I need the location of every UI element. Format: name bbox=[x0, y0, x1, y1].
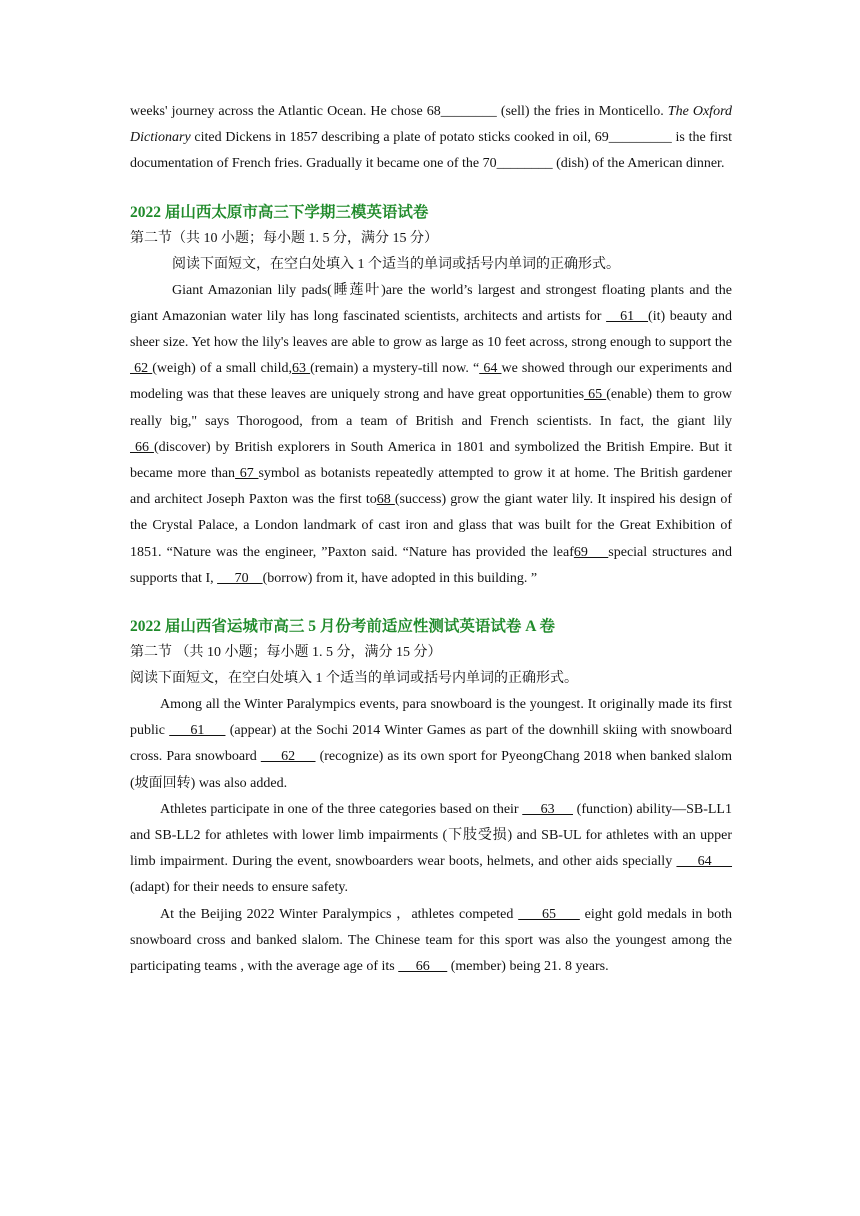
passage-continuation bbox=[130, 99, 732, 178]
text: (remain) a mystery-till now. “ bbox=[310, 361, 480, 377]
blank-62: 62 bbox=[130, 361, 153, 377]
blank-63: 63 bbox=[522, 801, 573, 817]
blank-67: 67 bbox=[235, 466, 259, 482]
text: (borrow) from it, have adopted in this building. ” bbox=[262, 570, 538, 586]
blank-70: ________ bbox=[496, 156, 553, 172]
blank-70: 70 bbox=[217, 570, 263, 586]
blank-61: 61 bbox=[606, 308, 649, 324]
blank-64: 64 bbox=[479, 361, 502, 377]
text: Among all the Winter Paralympics events, para snowboard is the youngest. It originally made its first public bbox=[130, 697, 732, 739]
blank-65: 65 bbox=[584, 387, 607, 403]
paragraph-para-snowboard-2 bbox=[130, 797, 732, 902]
section-info: 第二节（共 10 小题；每小题 1. 5 分，满分 15 分） bbox=[130, 230, 438, 246]
text: we showed through our experiments and modeling was that these leaves are uniquely strong and have great opportunities bbox=[130, 361, 733, 403]
text: cited Dickens in 1857 describing a plate of potato sticks cooked in oil, 69 bbox=[190, 130, 609, 146]
text: Athletes participate in one of the three categories based on their bbox=[160, 801, 523, 817]
text: (member) being 21. 8 years. bbox=[447, 959, 609, 975]
text: (discover) by British explorers in South America in 1801 and symbolized the British Empire. But it became more than bbox=[130, 439, 732, 482]
document-page bbox=[130, 99, 732, 980]
text: is the first documentation of French fries. Gradually it became one of the 70 bbox=[130, 130, 732, 172]
text: symbol as botanists repeatedly attempted to grow it at home. The British gardener and architect Joseph Paxton was the first to bbox=[130, 466, 732, 508]
section-title-yuncheng: 2022 届山西省运城市高三 5 月份考前适应性测试英语试卷 A 卷 bbox=[130, 618, 555, 636]
blank-66: 66 bbox=[130, 439, 154, 455]
blank-66: 66 bbox=[398, 959, 448, 975]
text: (enable) them to grow really big," says Thorogood, from a team of British and French scientists. In fact, the giant lily bbox=[130, 387, 732, 429]
paragraph-para-snowboard-3 bbox=[130, 902, 732, 981]
blank-61: 61 bbox=[169, 723, 226, 739]
text: (appear) at the Sochi 2014 Winter Games as part of the downhill skiing with snowboard cross. Para snowboard bbox=[130, 723, 733, 765]
blank-68: ________ bbox=[440, 104, 497, 119]
instruction: 阅读下面短文，在空白处填入 1 个适当的单词或括号内单词的正确形式。 bbox=[130, 671, 578, 687]
blank-69: _________ bbox=[608, 130, 672, 146]
paragraph-para-snowboard-1 bbox=[130, 692, 732, 797]
text: eight gold medals in both snowboard cross and banked slalom. The Chinese team for this sport was also the youngest among the participating teams , with the average age of its bbox=[130, 906, 732, 975]
text: special structures and supports that I, bbox=[130, 544, 732, 586]
section-title-taiyuan: 2022 届山西太原市高三下学期三模英语试卷 bbox=[130, 203, 429, 221]
text: (it) beauty and sheer size. Yet how the lily's leaves are able to grow as large as 10 feet across, strong enough to support the bbox=[130, 308, 732, 351]
instruction: 阅读下面短文，在空白处填入 1 个适当的单词或括号内单词的正确形式。 bbox=[172, 256, 620, 272]
text: weeks' journey across the Atlantic Ocean. He chose 68 bbox=[130, 104, 441, 119]
text: (adapt) for their needs to ensure safety. bbox=[130, 880, 348, 896]
text: (function) ability—SB-LL1 and SB-LL2 for athletes with lower limb impairments (下肢受损) and SB-UL for athletes with an upper limb impairment. During the event, snowboarders wear boots, helmets, and other aids specially bbox=[130, 801, 732, 870]
text: (sell) the fries in Monticello. bbox=[496, 104, 668, 119]
text: (dish) of the American dinner. bbox=[552, 156, 725, 172]
blank-63: 63 bbox=[291, 361, 311, 377]
blank-62: 62 bbox=[260, 749, 316, 765]
text: Giant Amazonian lily pads(睡莲叶)are the world’s largest and strongest floating plants and the giant Amazonian water lily has long fascinated scientists, architects and artists for bbox=[130, 282, 732, 324]
blank-68: 68 bbox=[376, 492, 395, 508]
blank-64: 64 bbox=[676, 854, 733, 870]
section-info: 第二节 （共 10 小题；每小题 1. 5 分，满分 15 分） bbox=[130, 645, 442, 661]
text: (success) grow the giant water lily. It inspired his design of the Crystal Palace, a London landmark of cast iron and glass that was built for the Great Exhibition of 1851. “Nature was the engineer, ”Paxton said. “Nature has provided the leaf bbox=[130, 492, 732, 560]
book-title: The Oxford Dictionary bbox=[130, 104, 732, 146]
blank-69: 69 bbox=[573, 544, 609, 560]
text: (weigh) of a small child, bbox=[152, 361, 292, 377]
blank-65: 65 bbox=[518, 906, 580, 922]
text: At the Beijing 2022 Winter Paralympics ，athletes competed bbox=[160, 906, 519, 922]
text: (recognize) as its own sport for PyeongChang 2018 when banked slalom (坡面回转) was also added. bbox=[130, 749, 732, 791]
passage-lily-pads bbox=[130, 278, 732, 592]
